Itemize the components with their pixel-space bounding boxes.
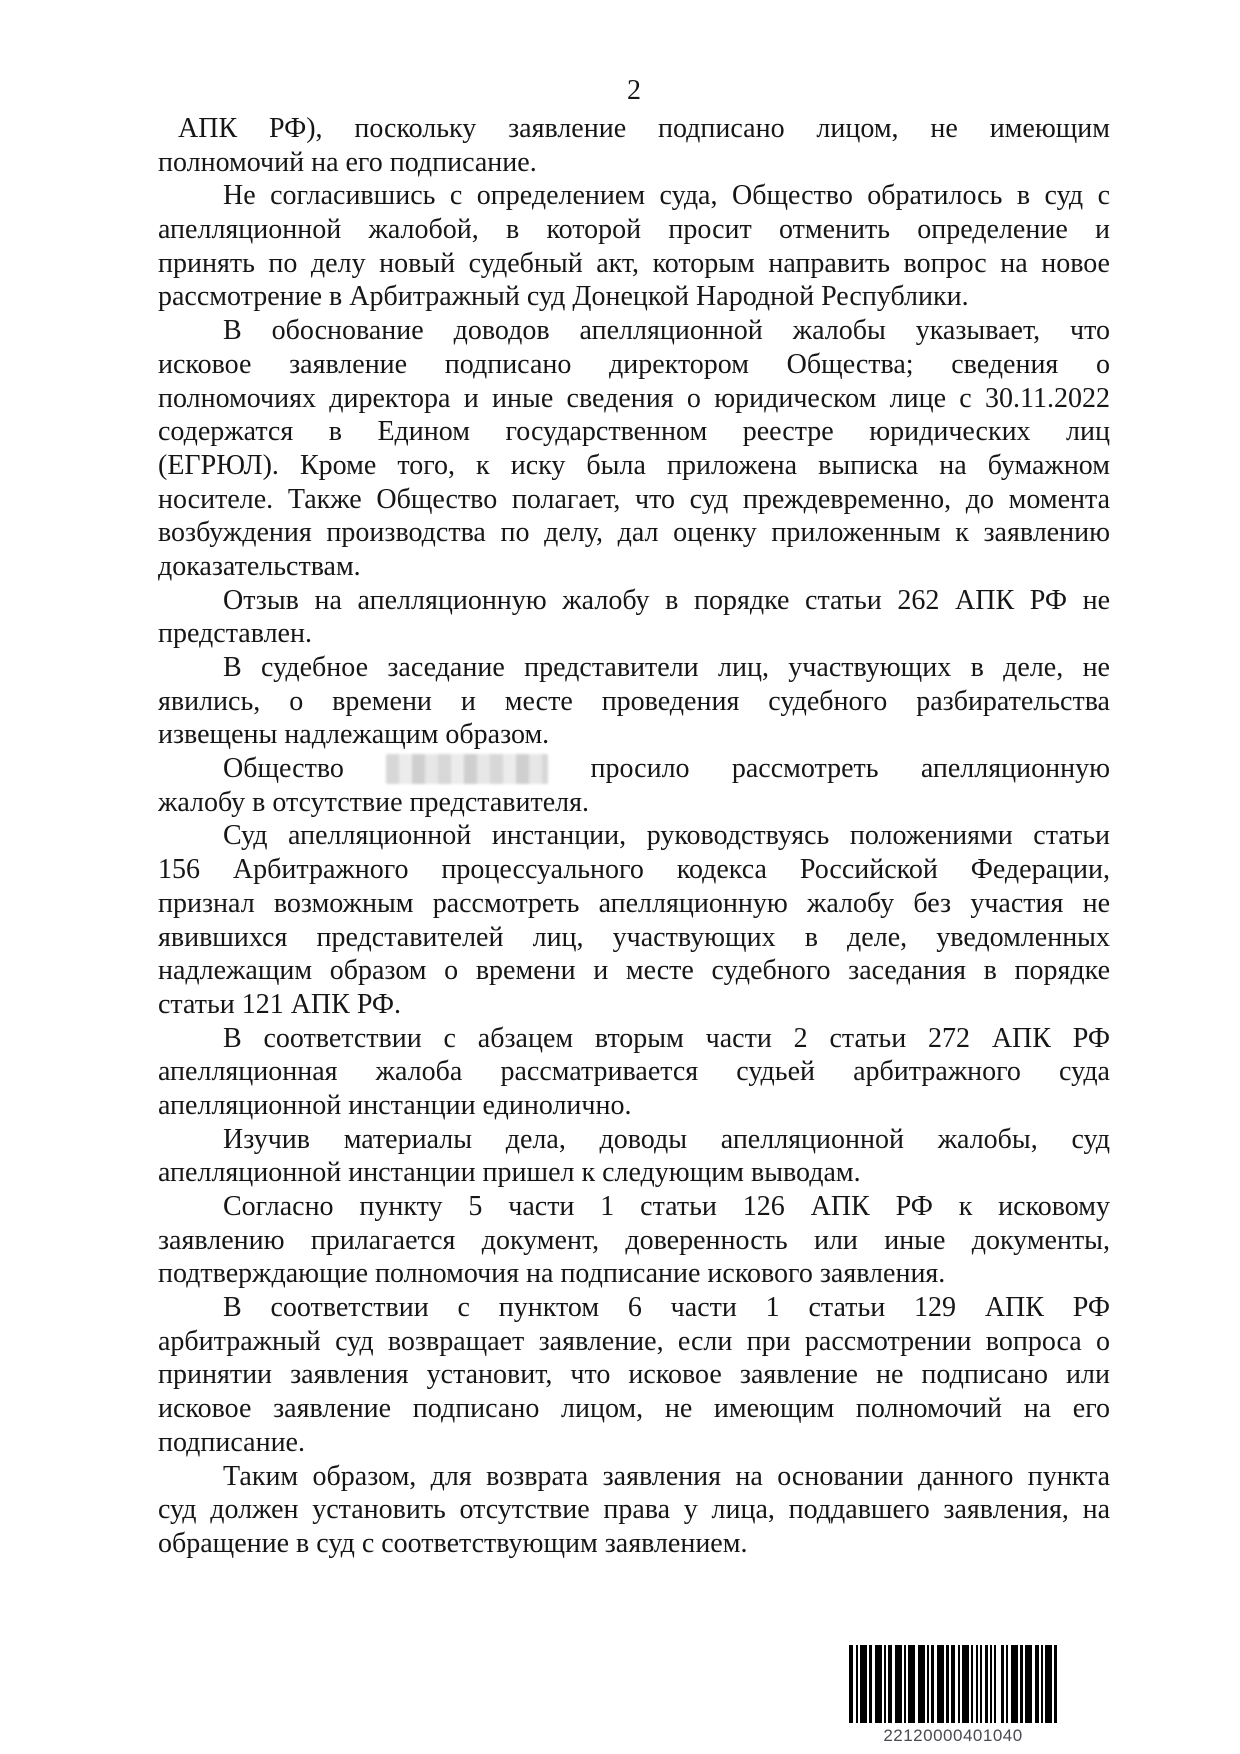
- paragraph-line: Изучив материалы дела, доводы апелляционной жалобы, суд: [223, 1123, 1110, 1155]
- page-number: 2: [627, 75, 641, 106]
- paragraph-line: надлежащим образом о времени и месте судебного заседания в порядке: [158, 955, 1110, 987]
- paragraph-line: АПК РФ), поскольку заявление подписано лицом, не имеющим: [178, 113, 1110, 144]
- paragraph: [158, 1291, 1110, 1459]
- paragraph-line: исковое заявление подписано лицом, не имеющим полномочий на его: [158, 1393, 1110, 1425]
- paragraph-line: содержатся в Едином государственном реестре юридических лиц: [158, 416, 1110, 448]
- paragraph-line: подтверждающие полномочия на подписание искового заявления.: [158, 1258, 946, 1290]
- paragraph-line: жалобу в отсутствие представителя.: [158, 786, 589, 818]
- paragraph-line: явившихся представителей лиц, участвующих в деле, уведомленных: [158, 921, 1110, 953]
- paragraph-line: возбуждения производства по делу, дал оценку приложенным к заявлению: [158, 517, 1110, 549]
- paragraph-line: подписание.: [158, 1426, 305, 1458]
- paragraph-line: В соответствии с пунктом 6 части 1 статьи 129 АПК РФ: [223, 1292, 1110, 1324]
- barcode-number: 22120000401040: [883, 1726, 1023, 1745]
- paragraph: [158, 314, 1110, 584]
- paragraph-line: В обоснование доводов апелляционной жалобы указывает, что: [223, 315, 1110, 347]
- paragraph: [158, 1190, 1110, 1291]
- paragraph: [158, 651, 1110, 752]
- paragraph-line: Отзыв на апелляционную жалобу в порядке статьи 262 АПК РФ не: [223, 584, 1110, 616]
- paragraph: [158, 1123, 1110, 1190]
- paragraph-line: исковое заявление подписано директором Общества; сведения о: [158, 348, 1110, 380]
- redaction-blur: [386, 754, 548, 784]
- barcode: [838, 1645, 1068, 1746]
- paragraph-line: признал возможным рассмотреть апелляционную жалобу без участия не: [158, 887, 1110, 919]
- paragraph-line: (ЕГРЮЛ). Кроме того, к иску была приложена выписка на бумажном: [158, 449, 1110, 481]
- paragraph: [158, 819, 1110, 1021]
- paragraph-line: извещены надлежащим образом.: [158, 719, 550, 751]
- paragraph-line: принять по делу новый судебный акт, которым направить вопрос на новое: [158, 247, 1110, 279]
- paragraph-line: В судебное заседание представители лиц, участвующих в деле, не: [223, 652, 1110, 683]
- paragraph-line: апелляционная жалоба рассматривается судьей арбитражного суда: [158, 1056, 1110, 1088]
- paragraph-line: апелляционной инстанции пришел к следующим выводам.: [158, 1157, 861, 1189]
- paragraph-line: принятии заявления установит, что исковое заявление не подписано или: [158, 1359, 1110, 1391]
- paragraph-line: представлен.: [158, 618, 312, 650]
- paragraph-line: обращение в суд с соответствующим заявлением.: [158, 1527, 748, 1559]
- paragraph-line: полномочиях директора и иные сведения о юридическом лице с 30.11.2022: [158, 382, 1110, 414]
- paragraph-line: арбитражный суд возвращает заявление, если при рассмотрении вопроса о: [158, 1325, 1110, 1357]
- paragraph: [158, 179, 1110, 314]
- paragraph-line: 156 Арбитражного процессуального кодекса Российской Федерации,: [158, 854, 1110, 886]
- paragraph-line: носителе. Также Общество полагает, что суд преждевременно, до момента: [158, 483, 1110, 515]
- paragraph: [158, 1460, 1110, 1561]
- paragraph-line: Не согласившись с определением суда, Общество обратилось в суд с: [223, 180, 1110, 212]
- paragraph-line: доказательствам.: [158, 550, 361, 582]
- paragraph-line: В соответствии с абзацем вторым части 2 статьи 272 АПК РФ: [223, 1022, 1110, 1054]
- paragraph-line: статьи 121 АПК РФ.: [158, 988, 402, 1020]
- document-body: [158, 112, 1110, 1561]
- paragraph-line: заявлению прилагается документ, доверенность или иные документы,: [158, 1224, 1110, 1256]
- paragraph: [158, 1022, 1110, 1123]
- paragraph-line: апелляционной жалобой, в которой просит отменить определение и: [158, 214, 1110, 246]
- barcode-bars-icon: [849, 1645, 1057, 1723]
- paragraph-line: Согласно пункту 5 части 1 статьи 126 АПК РФ к исковому: [223, 1191, 1110, 1222]
- paragraph: [158, 584, 1110, 651]
- paragraph: [158, 752, 1110, 819]
- paragraph-line: Общество просило рассмотреть апелляционную: [223, 753, 1110, 785]
- paragraph-line: Таким образом, для возврата заявления на основании данного пункта: [223, 1460, 1110, 1492]
- paragraph-line: суд должен установить отсутствие права у лица, поддавшего заявления, на: [158, 1494, 1110, 1526]
- paragraph-line: апелляционной инстанции единолично.: [158, 1089, 632, 1121]
- paragraph-line: полномочий на его подписание.: [158, 146, 537, 178]
- paragraph: [158, 112, 1110, 179]
- paragraph-line: рассмотрение в Арбитражный суд Донецкой Народной Республики.: [158, 281, 969, 313]
- paragraph-line: явились, о времени и месте проведения судебного разбирательства: [158, 685, 1110, 717]
- paragraph-line: Суд апелляционной инстанции, руководствуясь положениями статьи: [223, 820, 1110, 852]
